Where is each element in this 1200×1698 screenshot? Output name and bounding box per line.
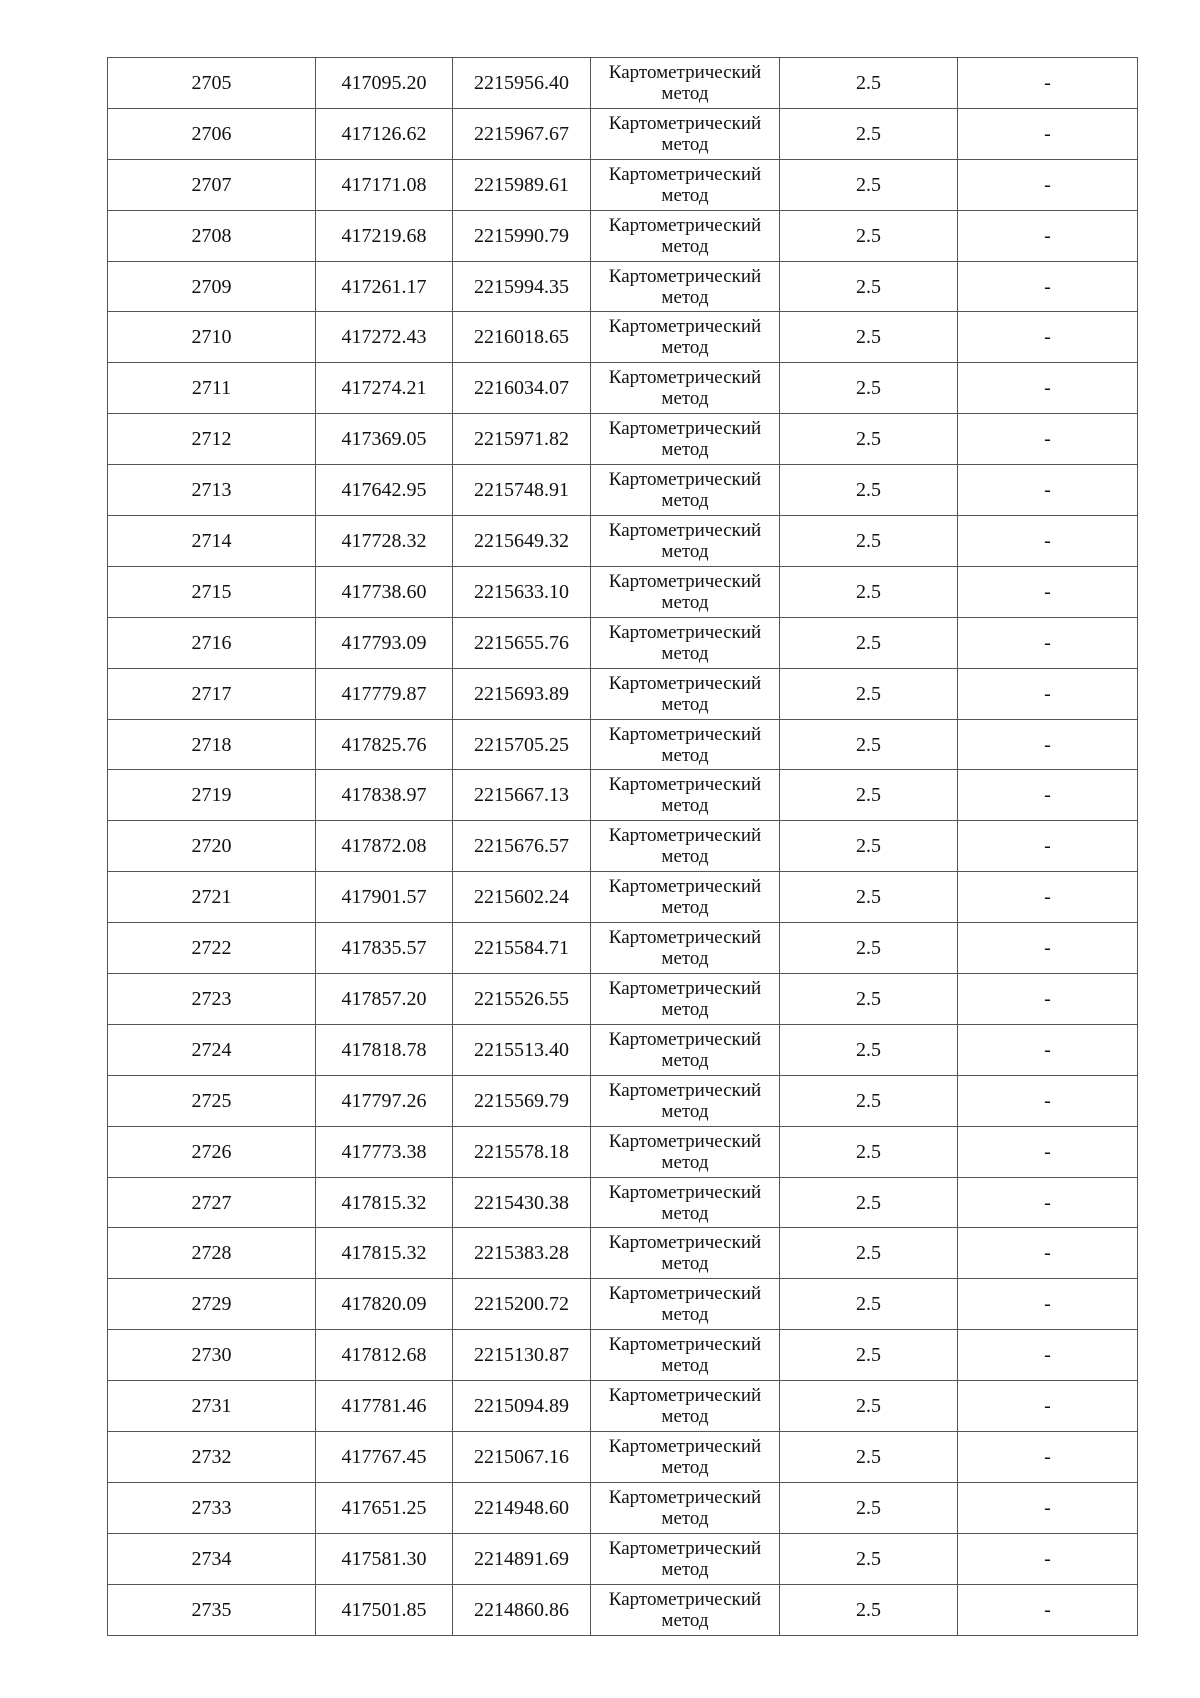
method-cell (591, 516, 780, 567)
method-line-2: метод (661, 1507, 709, 1529)
y-coordinate-cell: 2215633.10 (453, 566, 591, 617)
accuracy-cell: 2.5 (780, 58, 958, 109)
point-number-cell: 2720 (108, 821, 316, 872)
table-row (108, 566, 1138, 617)
accuracy-cell: 2.5 (780, 1533, 958, 1584)
method-line-2: метод (661, 897, 709, 919)
method-cell (591, 363, 780, 414)
x-coordinate-cell: 417773.38 (316, 1126, 453, 1177)
note-cell: - (958, 1075, 1138, 1126)
point-number-cell: 2708 (108, 210, 316, 261)
method-line-2: метод (661, 591, 709, 613)
y-coordinate-cell: 2215676.57 (453, 821, 591, 872)
x-coordinate-cell: 417781.46 (316, 1381, 453, 1432)
method-line-2: метод (661, 998, 709, 1020)
method-line-1: Картометрический (608, 1588, 762, 1610)
note-cell: - (958, 872, 1138, 923)
note-cell: - (958, 1126, 1138, 1177)
y-coordinate-cell: 2215067.16 (453, 1432, 591, 1483)
accuracy-cell: 2.5 (780, 465, 958, 516)
y-coordinate-cell: 2215526.55 (453, 974, 591, 1025)
y-coordinate-cell: 2215649.32 (453, 516, 591, 567)
table-row (108, 1024, 1138, 1075)
accuracy-cell: 2.5 (780, 1177, 958, 1228)
method-line-1: Картометрический (608, 876, 762, 898)
x-coordinate-cell: 417872.08 (316, 821, 453, 872)
method-line-1: Картометрический (608, 367, 762, 389)
note-cell: - (958, 210, 1138, 261)
method-line-1: Картометрический (608, 1486, 762, 1508)
point-number-cell: 2716 (108, 617, 316, 668)
x-coordinate-cell: 417095.20 (316, 58, 453, 109)
method-line-1: Картометрический (608, 672, 762, 694)
point-number-cell: 2728 (108, 1228, 316, 1279)
accuracy-cell: 2.5 (780, 1075, 958, 1126)
method-cell (591, 872, 780, 923)
x-coordinate-cell: 417369.05 (316, 414, 453, 465)
note-cell: - (958, 159, 1138, 210)
method-line-2: метод (661, 490, 709, 512)
point-number-cell: 2727 (108, 1177, 316, 1228)
y-coordinate-cell: 2215956.40 (453, 58, 591, 109)
method-line-2: метод (661, 1253, 709, 1275)
table-row (108, 1177, 1138, 1228)
y-coordinate-cell: 2215971.82 (453, 414, 591, 465)
accuracy-cell: 2.5 (780, 108, 958, 159)
table-row (108, 1482, 1138, 1533)
coordinates-table-body (108, 58, 1138, 1636)
method-line-1: Картометрический (608, 570, 762, 592)
method-line-2: метод (661, 1202, 709, 1224)
method-line-2: метод (661, 846, 709, 868)
x-coordinate-cell: 417651.25 (316, 1482, 453, 1533)
accuracy-cell: 2.5 (780, 261, 958, 312)
point-number-cell: 2735 (108, 1584, 316, 1635)
x-coordinate-cell: 417728.32 (316, 516, 453, 567)
method-line-2: метод (661, 286, 709, 308)
method-line-1: Картометрический (608, 61, 762, 83)
x-coordinate-cell: 417835.57 (316, 923, 453, 974)
method-line-2: метод (661, 1304, 709, 1326)
method-line-1: Картометрический (608, 519, 762, 541)
point-number-cell: 2719 (108, 770, 316, 821)
table-row (108, 1584, 1138, 1635)
point-number-cell: 2705 (108, 58, 316, 109)
method-cell (591, 312, 780, 363)
table-row (108, 668, 1138, 719)
method-line-1: Картометрический (608, 927, 762, 949)
method-line-2: метод (661, 693, 709, 715)
method-line-2: метод (661, 1100, 709, 1122)
point-number-cell: 2729 (108, 1279, 316, 1330)
x-coordinate-cell: 417642.95 (316, 465, 453, 516)
accuracy-cell: 2.5 (780, 923, 958, 974)
method-line-2: метод (661, 1355, 709, 1377)
method-cell (591, 617, 780, 668)
method-line-2: метод (661, 1151, 709, 1173)
point-number-cell: 2721 (108, 872, 316, 923)
method-line-2: метод (661, 795, 709, 817)
x-coordinate-cell: 417815.32 (316, 1177, 453, 1228)
point-number-cell: 2733 (108, 1482, 316, 1533)
table-row (108, 719, 1138, 770)
accuracy-cell: 2.5 (780, 1432, 958, 1483)
note-cell: - (958, 1330, 1138, 1381)
y-coordinate-cell: 2215602.24 (453, 872, 591, 923)
accuracy-cell: 2.5 (780, 821, 958, 872)
point-number-cell: 2712 (108, 414, 316, 465)
method-cell (591, 1279, 780, 1330)
y-coordinate-cell: 2214860.86 (453, 1584, 591, 1635)
method-line-2: метод (661, 948, 709, 970)
y-coordinate-cell: 2214948.60 (453, 1482, 591, 1533)
accuracy-cell: 2.5 (780, 1482, 958, 1533)
method-line-1: Картометрический (608, 418, 762, 440)
table-row (108, 1533, 1138, 1584)
x-coordinate-cell: 417767.45 (316, 1432, 453, 1483)
table-row (108, 465, 1138, 516)
method-line-2: метод (661, 1406, 709, 1428)
method-line-1: Картометрический (608, 774, 762, 796)
y-coordinate-cell: 2215569.79 (453, 1075, 591, 1126)
x-coordinate-cell: 417171.08 (316, 159, 453, 210)
y-coordinate-cell: 2215430.38 (453, 1177, 591, 1228)
method-cell (591, 1024, 780, 1075)
note-cell: - (958, 1381, 1138, 1432)
point-number-cell: 2713 (108, 465, 316, 516)
method-cell (591, 974, 780, 1025)
method-cell (591, 1330, 780, 1381)
note-cell: - (958, 617, 1138, 668)
point-number-cell: 2718 (108, 719, 316, 770)
method-cell (591, 719, 780, 770)
note-cell: - (958, 108, 1138, 159)
method-cell (591, 58, 780, 109)
x-coordinate-cell: 417738.60 (316, 566, 453, 617)
table-row (108, 516, 1138, 567)
note-cell: - (958, 923, 1138, 974)
method-cell (591, 108, 780, 159)
x-coordinate-cell: 417501.85 (316, 1584, 453, 1635)
table-row (108, 1381, 1138, 1432)
method-line-1: Картометрический (608, 1537, 762, 1559)
point-number-cell: 2725 (108, 1075, 316, 1126)
x-coordinate-cell: 417857.20 (316, 974, 453, 1025)
method-cell (591, 465, 780, 516)
x-coordinate-cell: 417812.68 (316, 1330, 453, 1381)
note-cell: - (958, 58, 1138, 109)
x-coordinate-cell: 417581.30 (316, 1533, 453, 1584)
note-cell: - (958, 1024, 1138, 1075)
note-cell: - (958, 566, 1138, 617)
method-cell (591, 1482, 780, 1533)
table-row (108, 108, 1138, 159)
accuracy-cell: 2.5 (780, 1279, 958, 1330)
point-number-cell: 2731 (108, 1381, 316, 1432)
table-row (108, 617, 1138, 668)
method-line-1: Картометрический (608, 1334, 762, 1356)
x-coordinate-cell: 417219.68 (316, 210, 453, 261)
x-coordinate-cell: 417793.09 (316, 617, 453, 668)
accuracy-cell: 2.5 (780, 1024, 958, 1075)
note-cell: - (958, 414, 1138, 465)
accuracy-cell: 2.5 (780, 159, 958, 210)
method-line-2: метод (661, 439, 709, 461)
x-coordinate-cell: 417825.76 (316, 719, 453, 770)
accuracy-cell: 2.5 (780, 1330, 958, 1381)
method-line-2: метод (661, 1456, 709, 1478)
note-cell: - (958, 1279, 1138, 1330)
point-number-cell: 2706 (108, 108, 316, 159)
method-cell (591, 1126, 780, 1177)
method-line-2: метод (661, 642, 709, 664)
note-cell: - (958, 1533, 1138, 1584)
method-line-1: Картометрический (608, 265, 762, 287)
y-coordinate-cell: 2215967.67 (453, 108, 591, 159)
y-coordinate-cell: 2215994.35 (453, 261, 591, 312)
table-row (108, 159, 1138, 210)
accuracy-cell: 2.5 (780, 872, 958, 923)
accuracy-cell: 2.5 (780, 770, 958, 821)
y-coordinate-cell: 2215655.76 (453, 617, 591, 668)
accuracy-cell: 2.5 (780, 1584, 958, 1635)
coordinates-table (107, 57, 1138, 1636)
accuracy-cell: 2.5 (780, 719, 958, 770)
point-number-cell: 2724 (108, 1024, 316, 1075)
table-row (108, 58, 1138, 109)
point-number-cell: 2715 (108, 566, 316, 617)
method-line-1: Картометрический (608, 621, 762, 643)
method-cell (591, 1381, 780, 1432)
y-coordinate-cell: 2215513.40 (453, 1024, 591, 1075)
method-line-1: Картометрический (608, 1028, 762, 1050)
y-coordinate-cell: 2215383.28 (453, 1228, 591, 1279)
y-coordinate-cell: 2214891.69 (453, 1533, 591, 1584)
table-row (108, 1228, 1138, 1279)
x-coordinate-cell: 417126.62 (316, 108, 453, 159)
x-coordinate-cell: 417818.78 (316, 1024, 453, 1075)
note-cell: - (958, 363, 1138, 414)
note-cell: - (958, 770, 1138, 821)
note-cell: - (958, 668, 1138, 719)
y-coordinate-cell: 2215990.79 (453, 210, 591, 261)
point-number-cell: 2723 (108, 974, 316, 1025)
method-line-1: Картометрический (608, 1385, 762, 1407)
table-row (108, 974, 1138, 1025)
note-cell: - (958, 821, 1138, 872)
method-cell (591, 770, 780, 821)
accuracy-cell: 2.5 (780, 1228, 958, 1279)
method-line-1: Картометрический (608, 1232, 762, 1254)
method-line-2: метод (661, 540, 709, 562)
x-coordinate-cell: 417815.32 (316, 1228, 453, 1279)
method-line-1: Картометрический (608, 214, 762, 236)
method-cell (591, 261, 780, 312)
y-coordinate-cell: 2215667.13 (453, 770, 591, 821)
y-coordinate-cell: 2215693.89 (453, 668, 591, 719)
method-line-2: метод (661, 388, 709, 410)
accuracy-cell: 2.5 (780, 566, 958, 617)
y-coordinate-cell: 2215705.25 (453, 719, 591, 770)
note-cell: - (958, 516, 1138, 567)
accuracy-cell: 2.5 (780, 210, 958, 261)
table-row (108, 210, 1138, 261)
note-cell: - (958, 1584, 1138, 1635)
x-coordinate-cell: 417901.57 (316, 872, 453, 923)
point-number-cell: 2711 (108, 363, 316, 414)
table-row (108, 1432, 1138, 1483)
method-cell (591, 1432, 780, 1483)
accuracy-cell: 2.5 (780, 1381, 958, 1432)
point-number-cell: 2732 (108, 1432, 316, 1483)
method-line-1: Картометрический (608, 112, 762, 134)
accuracy-cell: 2.5 (780, 617, 958, 668)
point-number-cell: 2714 (108, 516, 316, 567)
method-line-2: метод (661, 82, 709, 104)
method-line-1: Картометрический (608, 1435, 762, 1457)
accuracy-cell: 2.5 (780, 363, 958, 414)
point-number-cell: 2730 (108, 1330, 316, 1381)
method-cell (591, 1177, 780, 1228)
method-line-2: метод (661, 1609, 709, 1631)
y-coordinate-cell: 2215200.72 (453, 1279, 591, 1330)
method-cell (591, 159, 780, 210)
y-coordinate-cell: 2215578.18 (453, 1126, 591, 1177)
accuracy-cell: 2.5 (780, 668, 958, 719)
x-coordinate-cell: 417272.43 (316, 312, 453, 363)
note-cell: - (958, 1482, 1138, 1533)
note-cell: - (958, 312, 1138, 363)
y-coordinate-cell: 2216018.65 (453, 312, 591, 363)
method-cell (591, 1533, 780, 1584)
point-number-cell: 2726 (108, 1126, 316, 1177)
table-row (108, 363, 1138, 414)
x-coordinate-cell: 417797.26 (316, 1075, 453, 1126)
method-line-1: Картометрический (608, 316, 762, 338)
y-coordinate-cell: 2215094.89 (453, 1381, 591, 1432)
accuracy-cell: 2.5 (780, 974, 958, 1025)
method-line-2: метод (661, 1558, 709, 1580)
table-row (108, 923, 1138, 974)
note-cell: - (958, 465, 1138, 516)
point-number-cell: 2707 (108, 159, 316, 210)
x-coordinate-cell: 417838.97 (316, 770, 453, 821)
x-coordinate-cell: 417779.87 (316, 668, 453, 719)
method-line-2: метод (661, 235, 709, 257)
method-cell (591, 1228, 780, 1279)
table-row (108, 1279, 1138, 1330)
table-row (108, 1075, 1138, 1126)
y-coordinate-cell: 2215130.87 (453, 1330, 591, 1381)
method-line-1: Картометрический (608, 977, 762, 999)
method-line-2: метод (661, 337, 709, 359)
point-number-cell: 2722 (108, 923, 316, 974)
method-cell (591, 210, 780, 261)
point-number-cell: 2709 (108, 261, 316, 312)
accuracy-cell: 2.5 (780, 414, 958, 465)
y-coordinate-cell: 2215748.91 (453, 465, 591, 516)
table-row (108, 1330, 1138, 1381)
method-line-1: Картометрический (608, 1283, 762, 1305)
accuracy-cell: 2.5 (780, 516, 958, 567)
note-cell: - (958, 974, 1138, 1025)
method-line-1: Картометрический (608, 469, 762, 491)
note-cell: - (958, 1432, 1138, 1483)
method-cell (591, 566, 780, 617)
method-line-1: Картометрический (608, 825, 762, 847)
y-coordinate-cell: 2215989.61 (453, 159, 591, 210)
y-coordinate-cell: 2215584.71 (453, 923, 591, 974)
accuracy-cell: 2.5 (780, 312, 958, 363)
note-cell: - (958, 1228, 1138, 1279)
table-row (108, 1126, 1138, 1177)
method-line-1: Картометрический (608, 723, 762, 745)
note-cell: - (958, 1177, 1138, 1228)
method-line-1: Картометрический (608, 1130, 762, 1152)
method-cell (591, 414, 780, 465)
table-row (108, 821, 1138, 872)
table-row (108, 414, 1138, 465)
method-line-1: Картометрический (608, 1079, 762, 1101)
method-cell (591, 1584, 780, 1635)
x-coordinate-cell: 417820.09 (316, 1279, 453, 1330)
y-coordinate-cell: 2216034.07 (453, 363, 591, 414)
point-number-cell: 2717 (108, 668, 316, 719)
note-cell: - (958, 261, 1138, 312)
table-row (108, 872, 1138, 923)
table-row (108, 312, 1138, 363)
x-coordinate-cell: 417274.21 (316, 363, 453, 414)
method-line-2: метод (661, 184, 709, 206)
method-line-2: метод (661, 1049, 709, 1071)
method-line-1: Картометрический (608, 1181, 762, 1203)
note-cell: - (958, 719, 1138, 770)
point-number-cell: 2710 (108, 312, 316, 363)
method-line-1: Картометрический (608, 163, 762, 185)
method-line-2: метод (661, 133, 709, 155)
method-line-2: метод (661, 744, 709, 766)
method-cell (591, 668, 780, 719)
table-row (108, 261, 1138, 312)
point-number-cell: 2734 (108, 1533, 316, 1584)
method-cell (591, 923, 780, 974)
method-cell (591, 1075, 780, 1126)
x-coordinate-cell: 417261.17 (316, 261, 453, 312)
method-cell (591, 821, 780, 872)
accuracy-cell: 2.5 (780, 1126, 958, 1177)
table-row (108, 770, 1138, 821)
